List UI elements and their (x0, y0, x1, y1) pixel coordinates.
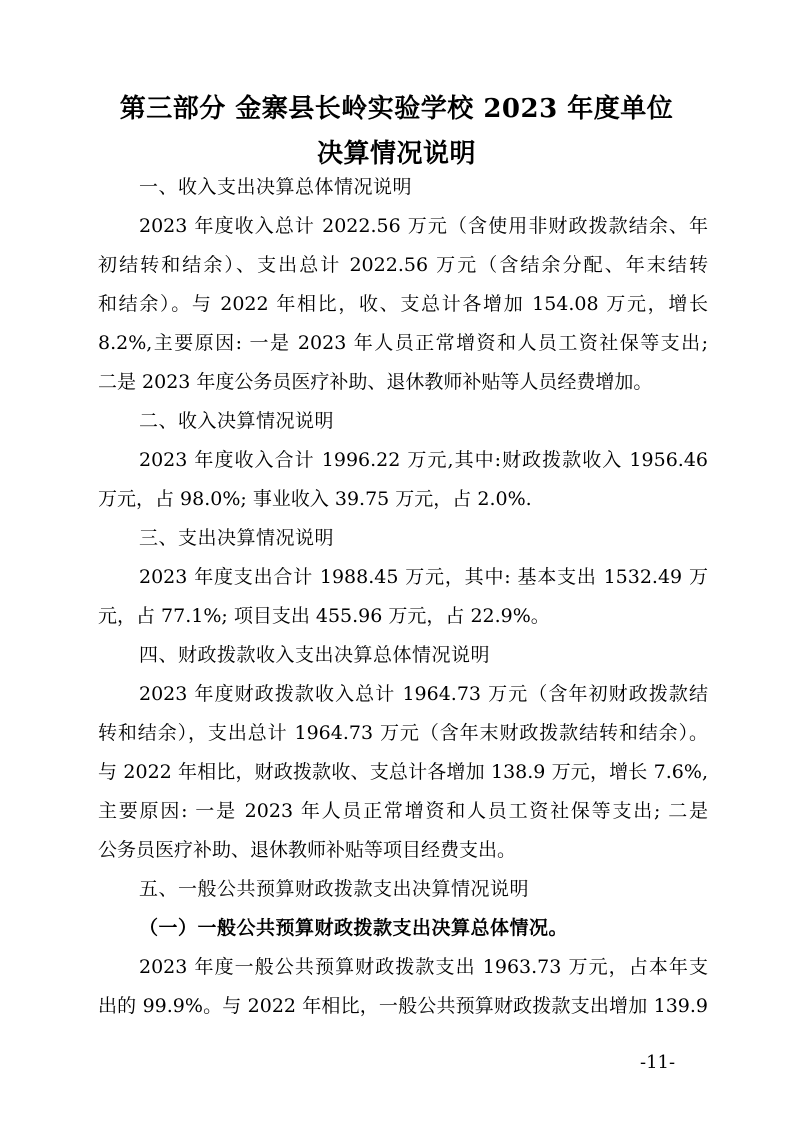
paragraph-line: 和结余）。与 2022 年相比，收、支总计各增加 154.08 万元，增长 (98, 293, 708, 315)
paragraph-line: 2023 年度收入总计 2022.56 万元（含使用非财政拨款结余、年 (139, 215, 708, 237)
paragraph-line: 2023 年度财政拨款收入总计 1964.73 万元（含年初财政拨款结 (139, 683, 708, 705)
paragraph-line: 与 2022 年相比，财政拨款收、支总计各增加 138.9 万元，增长 7.6%, (98, 761, 708, 783)
section-heading-4: 四、财政拨款收入支出决算总体情况说明 (139, 644, 491, 666)
section-heading-5: 五、一般公共预算财政拨款支出决算情况说明 (139, 878, 530, 900)
paragraph-line: 2023 年度收入合计 1996.22 万元,其中:财政拨款收入 1956.46 (139, 449, 708, 471)
paragraph-line: 2023 年度一般公共预算财政拨款支出 1963.73 万元，占本年支 (139, 956, 708, 978)
subsection-heading-5-1: （一）一般公共预算财政拨款支出决算总体情况。 (139, 917, 569, 939)
paragraph-line: 出的 99.9%。与 2022 年相比，一般公共预算财政拨款支出增加 139.9 (98, 995, 708, 1017)
page-number: -11- (640, 1052, 676, 1073)
page-title-line-1: 第三部分 金寨县长岭实验学校 2023 年度单位 (119, 94, 674, 124)
paragraph-line: 初结转和结余）、支出总计 2022.56 万元（含结余分配、年末结转 (98, 254, 708, 276)
paragraph-line: 公务员医疗补助、退休教师补贴等项目经费支出。 (98, 839, 517, 861)
section-heading-3: 三、支出决算情况说明 (139, 527, 335, 549)
paragraph-line: 主要原因: 一是 2023 年人员正常增资和人员工资社保等支出; 二是 (98, 800, 708, 822)
paragraph-line: 8.2%,主要原因: 一是 2023 年人员正常增资和人员工资社保等支出; (98, 332, 708, 354)
paragraph-line: 二是 2023 年度公务员医疗补助、退休教师补贴等人员经费增加。 (98, 371, 653, 393)
page-title-line-2: 决算情况说明 (316, 139, 476, 169)
paragraph-line: 万元，占 98.0%; 事业收入 39.75 万元，占 2.0%. (98, 488, 532, 510)
section-heading-2: 二、收入决算情况说明 (139, 410, 335, 432)
paragraph-line: 转和结余），支出总计 1964.73 万元（含年末财政拨款结转和结余）。 (98, 722, 708, 744)
paragraph-line: 元，占 77.1%; 项目支出 455.96 万元，占 22.9%。 (98, 605, 550, 627)
section-heading-1: 一、收入支出决算总体情况说明 (139, 176, 413, 198)
paragraph-line: 2023 年度支出合计 1988.45 万元，其中: 基本支出 1532.49 万 (139, 566, 708, 588)
